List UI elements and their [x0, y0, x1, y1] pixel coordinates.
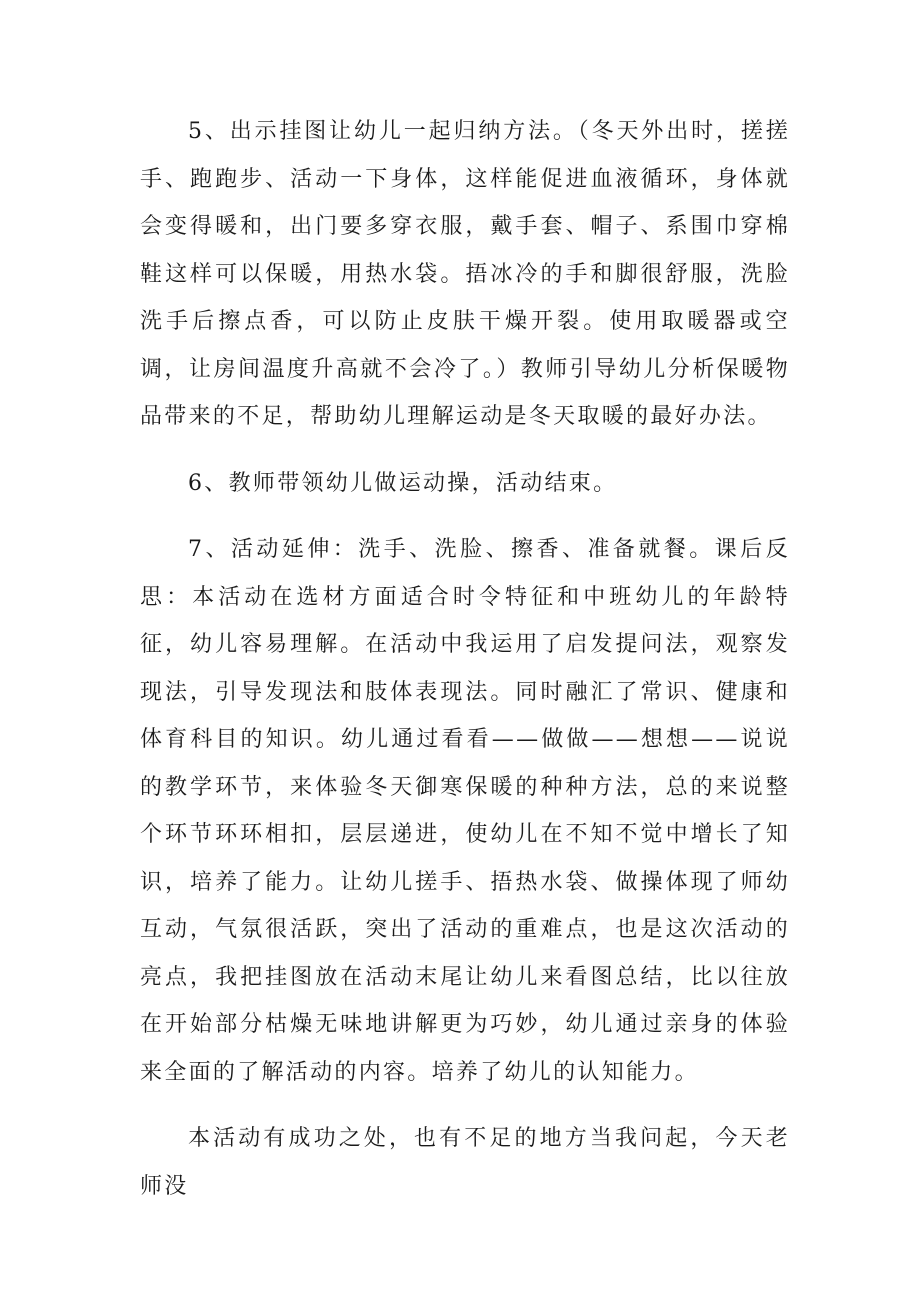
paragraph-step-5: 5、出示挂图让幼儿一起归纳方法。（冬天外出时，搓搓手、跑跑步、活动一下身体，这样能促进血液循环，身体就会变得暖和，出门要多穿衣服，戴手套、帽子、系围巾穿棉鞋这样可以保暖，用热水袋。捂冰冷的手和脚很舒服，洗脸洗手后擦点香，可以防止皮肤干燥开裂。使用取暖器或空调，让房间温度升高就不会冷了。）教师引导幼儿分析保暖物品带来的不足，帮助幼儿理解运动是冬天取暖的最好办法。 [140, 119, 790, 429]
document-body [140, 108, 790, 1210]
paragraph-step-6: 6、教师带领幼儿做运动操，活动结束。 [188, 470, 618, 496]
paragraph-closing: 本活动有成功之处，也有不足的地方当我问起，今天老师没 [140, 1126, 790, 1199]
paragraph-step-7-reflection: 7、活动延伸：洗手、洗脸、擦香、准备就餐。课后反思：本活动在选材方面适合时令特征和中班幼儿的年龄特征，幼儿容易理解。在活动中我运用了启发提问法，观察发现法，引导发现法和肢体表现法。同时融汇了常识、健康和体育科目的知识。幼儿通过看看——做做——想想——说说的教学环节，来体验冬天御寒保暖的种种方法，总的来说整个环节环环相扣，层层递进，使幼儿在不知不觉中增长了知识，培养了能力。让幼儿搓手、捂热水袋、做操体现了师幼互动，气氛很活跃，突出了活动的重难点，也是这次活动的亮点，我把挂图放在活动末尾让幼儿来看图总结，比以往放在开始部分枯燥无味地讲解更为巧妙，幼儿通过亲身的体验来全面的了解活动的内容。培养了幼儿的认知能力。 [140, 537, 790, 1085]
